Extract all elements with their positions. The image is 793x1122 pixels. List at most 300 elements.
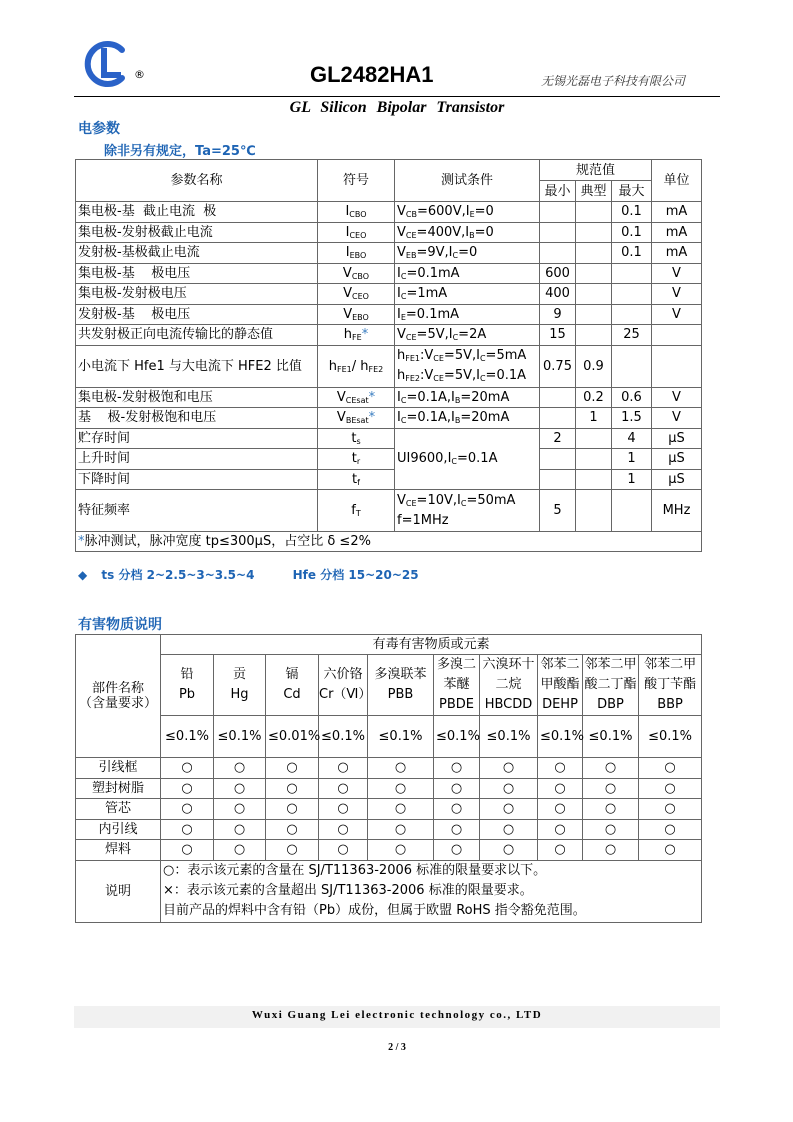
compliance-mark: ○ [214,778,266,799]
cond-sub: C [452,251,459,261]
spec-typ [576,263,612,284]
substance-code: BBP [657,697,683,712]
cond-part: =20mA [460,389,510,405]
symbol-subscript: CEO [351,292,369,302]
compliance-mark: ○ [583,799,639,820]
spec-unit [652,345,702,387]
param-name: 下降时间 [76,469,318,490]
spec-min [540,243,576,264]
param-name: 上升时间 [76,449,318,470]
param-row [76,490,702,532]
spec-max: 0.6 [612,387,652,408]
pulse-note-mark: * [361,327,369,343]
symbol-letter: V [336,410,346,426]
cond-part: V [397,224,406,240]
explanation-line: 目前产品的焊料中含有铅（Pb）成份，但属于欧盟 RoHS 指令豁免范围。 [163,903,586,918]
page-number: 2 / 3 [388,1042,406,1053]
test-condition [395,325,540,346]
pulse-note-mark: * [368,410,376,426]
symbol-subscript: CEO [349,230,367,240]
symbol-letter: I [345,224,350,240]
spec-typ [576,449,612,470]
spec-unit: mA [652,222,702,243]
cond-part: h [397,368,406,383]
cond-part: =5mA [485,348,527,363]
param-symbol [318,263,395,284]
spec-min: 600 [540,263,576,284]
spec-typ: 0.2 [576,387,612,408]
substance-cn: 多溴二 苯醚 [436,657,476,692]
compliance-mark: ○ [639,819,702,840]
compliance-mark: ○ [538,819,583,840]
col-header-unit: 单位 [652,160,702,202]
spec-max [612,490,652,532]
param-name: 基 极-发射极饱和电压 [76,408,318,429]
compliance-mark: ○ [480,819,538,840]
test-condition [395,345,540,387]
cond-part: =1mA [406,286,448,302]
cond-sub: CB [405,210,417,220]
substance-cn: 邻苯二甲 酸丁苄酯 [644,657,697,692]
compliance-mark: ○ [434,758,480,779]
cond-line-2: f=1MHz [397,512,449,528]
spec-max: 1 [612,449,652,470]
compliance-mark: ○ [161,758,214,779]
compliance-mark: ○ [214,799,266,820]
company-logo [82,40,130,88]
compliance-mark: ○ [266,778,319,799]
cond-part: =5V,I [443,368,480,383]
cond-sub: B [469,230,475,240]
spec-min: 0.75 [540,345,576,387]
spec-max: 0.1 [612,222,652,243]
param-symbol [318,222,395,243]
substance-header [319,655,372,716]
hazard-header-row [76,635,702,655]
explanation-label: 说明 [76,860,161,922]
cond-sub: C [479,374,486,383]
pulse-note-text: 脉冲测试，脉冲宽度 tp≤300μS，占空比 δ ≤2% [84,534,371,549]
cond-sub: CE [433,354,444,363]
cond-part: =0.1A,I [406,410,455,426]
compliance-mark: ○ [434,778,480,799]
substance-cn: 多溴联苯 [374,667,427,682]
explanation-line: ○：表示该元素的含量在 SJ/T11363-2006 标准的限量要求以下。 [163,863,547,878]
symbol-letter: I [345,245,350,261]
spec-unit: mA [652,243,702,264]
cond-sub: CE [405,498,417,508]
part-row [76,819,702,840]
spec-min: 9 [540,304,576,325]
param-row [76,408,702,429]
substance-group-header: 有毒有害物质或元素 [161,635,702,655]
compliance-mark: ○ [434,819,480,840]
compliance-mark: ○ [319,778,368,799]
cond-part: I [397,410,401,426]
spec-min [540,222,576,243]
spec-typ [576,428,612,449]
cond-part: =50mA [466,492,516,508]
part-row [76,840,702,861]
symbol-letter: V [343,286,352,302]
substance-limit: ≤0.1% [480,716,538,758]
part-name: 内引线 [76,819,161,840]
compliance-mark: ○ [368,819,434,840]
spec-unit: V [652,304,702,325]
substance-limit: ≤0.1% [434,716,480,758]
symbol-subscript: CBO [351,271,370,281]
spec-typ [576,325,612,346]
param-row [76,263,702,284]
part-row [76,799,702,820]
cond-part: =0.1A,I [406,389,455,405]
substance-header [368,655,434,716]
compliance-mark: ○ [266,799,319,820]
compliance-mark: ○ [538,799,583,820]
compliance-mark: ○ [538,778,583,799]
cond-part: V [397,327,406,343]
part-name: 引线框 [76,758,161,779]
symbol-subscript: T [355,509,361,518]
spec-min [540,202,576,223]
param-row [76,428,702,449]
spec-max [612,304,652,325]
compliance-mark: ○ [161,778,214,799]
hazard-section-title: 有害物质说明 [78,617,162,633]
substance-code: HBCDD [484,697,533,712]
substance-header [639,655,702,716]
substance-cn: 镉 [285,667,299,682]
param-name: 发射极-基极截止电流 [76,243,318,264]
symbol-letter: V [336,389,346,405]
symbol-letter: V [343,306,353,322]
spec-typ [576,469,612,490]
note-row [76,532,702,552]
pulse-note [76,532,702,552]
compliance-mark: ○ [161,799,214,820]
compliance-mark: ○ [266,758,319,779]
param-symbol [318,449,395,470]
param-name: 集电极-基 极电压 [76,263,318,284]
substance-limit: ≤0.1% [538,716,583,758]
spec-min [540,449,576,470]
substance-limit: ≤0.1% [161,716,214,758]
part-name: 焊料 [76,840,161,861]
substance-limit: ≤0.1% [319,716,368,758]
cond-sub: C [479,354,486,363]
cond-sub: CE [405,230,417,240]
cond-part: =5V,I [416,327,453,343]
binning-info [78,566,419,583]
cond-sub: FE2 [405,374,420,383]
param-symbol [318,408,395,429]
cond-part: =2A [458,327,487,343]
compliance-mark: ○ [434,840,480,861]
spec-max [612,263,652,284]
explanation-row [76,860,702,922]
explanation-text [161,860,702,922]
compliance-mark: ○ [639,840,702,861]
col-header-max: 最大 [612,181,652,202]
symbol-subscript: f [357,477,360,487]
cond-part: :V [420,368,434,383]
cond-part: =600V,I [416,204,470,220]
symbol-letter: h [343,327,353,343]
footer-company: Wuxi Guang Lei electronic technology co., LTD [251,1009,543,1021]
param-name: 集电极-基 截止电流 极 [76,202,318,223]
compliance-mark: ○ [319,758,368,779]
compliance-mark: ○ [538,758,583,779]
symbol-letter: h [360,358,369,374]
compliance-mark: ○ [538,840,583,861]
cond-part: h [397,348,406,363]
spec-min: 15 [540,325,576,346]
cond-part: I [397,265,401,281]
symbol-letter: V [342,265,352,281]
elec-param-table [75,159,702,552]
spec-typ [576,202,612,223]
substance-header [161,655,214,716]
compliance-mark: ○ [480,799,538,820]
param-symbol [318,325,395,346]
compliance-mark: ○ [583,778,639,799]
compliance-mark: ○ [583,840,639,861]
cond-part: =0.1A [457,451,498,467]
param-row [76,325,702,346]
symbol-subscript: FE [352,333,362,343]
part-name: 塑封树脂 [76,778,161,799]
cond-line-1 [397,346,537,366]
symbol-subscript: EBO [349,251,367,261]
cond-sub: C [400,292,407,302]
spec-max [612,345,652,387]
pulse-note-mark: * [78,534,85,549]
pulse-note-mark: * [368,389,376,405]
elec-section-title: 电参数 [78,121,120,137]
param-symbol [318,428,395,449]
symbol-letter: t [351,430,357,446]
cond-sub: B [454,416,461,426]
col-header-name: 参数名称 [76,160,318,202]
part-number: GL2482HA1 [310,62,434,87]
part-row [76,778,702,799]
compliance-mark: ○ [583,758,639,779]
param-row [76,222,702,243]
cond-sub: C [451,457,457,467]
spec-typ [576,304,612,325]
compliance-mark: ○ [319,819,368,840]
spec-min: 5 [540,490,576,532]
substance-cn: 邻苯二 甲酸酯 [540,657,580,692]
substance-code: Cr（Ⅵ） [319,687,372,702]
compliance-mark: ○ [161,819,214,840]
substance-limit: ≤0.01% [266,716,319,758]
symbol-subscript: CBO [349,210,367,220]
test-condition [395,490,540,532]
substance-cn: 贡 [232,667,246,682]
spec-unit: V [652,408,702,429]
spec-typ [576,222,612,243]
spec-unit: μS [652,428,702,449]
cond-sub: E [400,312,406,322]
param-row [76,284,702,305]
compliance-mark: ○ [583,819,639,840]
spec-min [540,387,576,408]
substance-limit: ≤0.1% [583,716,639,758]
param-name: 共发射极正向电流传输比的静态值 [76,325,318,346]
substance-code: DBP [597,697,624,712]
spec-max: 1.5 [612,408,652,429]
cond-part: I [397,286,401,302]
substance-cn: 六溴环十 二烷 [482,657,535,692]
explanation-line: ×：表示该元素的含量超出 SJ/T11363-2006 标准的限量要求。 [163,883,533,898]
substance-header [214,655,266,716]
registered-mark: ® [134,68,145,81]
compliance-mark: ○ [480,840,538,861]
cond-sub: EB [405,251,417,261]
doc-subtitle: GL Silicon Bipolar Transistor [289,99,505,116]
cond-line-1 [397,491,537,511]
symbol-letter: f [351,503,356,518]
cond-part: =0.1mA [406,265,460,281]
cond-sub: FE1 [405,354,420,363]
param-symbol [318,243,395,264]
substance-header [538,655,583,716]
spec-max: 25 [612,325,652,346]
diamond-bullet-icon: ◆ [78,568,88,582]
symbol-subscript: CEsat [345,395,369,405]
substance-header [266,655,319,716]
cond-part: :V [420,348,434,363]
cond-sub: B [454,395,461,405]
ratio-row [76,345,702,387]
cond-part: I [397,389,401,405]
symbol-subscript: FE1 [336,364,352,374]
compliance-mark: ○ [368,758,434,779]
param-name: 集电极-发射极饱和电压 [76,387,318,408]
param-symbol [318,490,395,532]
spec-unit [652,325,702,346]
test-condition [395,222,540,243]
spec-typ [576,284,612,305]
param-symbol [318,202,395,223]
cond-sub: C [400,416,407,426]
spec-typ [576,243,612,264]
spec-max [612,284,652,305]
spec-unit: V [652,263,702,284]
compliance-mark: ○ [319,799,368,820]
cond-part: UI9600,I [397,451,452,467]
compliance-mark: ○ [434,799,480,820]
substance-code: Hg [230,687,249,702]
cond-sub: C [460,498,467,508]
param-row [76,387,702,408]
test-condition [395,243,540,264]
cond-part: =400V,I [416,224,470,240]
substance-limit: ≤0.1% [639,716,702,758]
spec-typ: 0.9 [576,345,612,387]
compliance-mark: ○ [639,758,702,779]
symbol-subscript: r [356,457,361,467]
cond-part: =0 [474,204,494,220]
spec-min [540,408,576,429]
substance-header [434,655,480,716]
cond-sub: CE [405,333,417,343]
spec-typ [576,490,612,532]
elec-conditions: 除非另有规定，Ta=25℃ [104,144,256,159]
param-symbol [318,284,395,305]
substance-code: Pb [178,687,196,702]
symbol-subscript: s [356,436,361,446]
test-condition [395,387,540,408]
substance-code: PBDE [439,697,474,712]
cond-part: =9V,I [416,245,453,261]
substance-code: DEHP [542,697,578,712]
symbol-letter: h [328,358,337,374]
param-row [76,449,702,470]
param-row [76,243,702,264]
compliance-mark: ○ [319,840,368,861]
compliance-mark: ○ [639,778,702,799]
symbol-subscript: BEsat [345,416,369,426]
col-header-typ: 典型 [576,181,612,202]
param-name: 小电流下 Hfe1 与大电流下 HFE2 比值 [76,345,318,387]
param-row [76,202,702,223]
cond-line-2 [397,366,537,386]
spec-unit: V [652,387,702,408]
header-divider [74,96,720,97]
cond-part: =5V,I [443,348,480,363]
cond-sub: C [400,395,407,405]
compliance-mark: ○ [368,778,434,799]
ts-binning: ts 分档 2~2.5~3~3.5~4 [101,568,255,582]
col-header-min: 最小 [540,181,576,202]
spec-min: 400 [540,284,576,305]
cond-part: V [397,492,406,508]
symbol-subscript: FE2 [368,364,384,374]
spec-unit: mA [652,202,702,223]
spec-max: 4 [612,428,652,449]
symbol-letter: t [352,471,358,487]
test-condition [395,202,540,223]
param-symbol [318,304,395,325]
symbol-sep: / [351,358,361,374]
spec-max: 0.1 [612,243,652,264]
cond-sub: C [452,333,459,343]
compliance-mark: ○ [480,758,538,779]
spec-unit: μS [652,469,702,490]
param-name: 贮存时间 [76,428,318,449]
spec-min: 2 [540,428,576,449]
cond-sub: E [469,210,475,220]
company-name: 无锡光磊电子科技有限公司 [541,74,686,88]
test-condition [395,408,540,429]
test-condition [395,304,540,325]
substance-name-row [76,655,702,716]
substance-header [480,655,538,716]
compliance-mark: ○ [266,840,319,861]
cond-part: =0 [474,224,494,240]
symbol-letter: I [345,204,350,220]
substance-cn: 邻苯二甲 酸二丁酯 [584,657,637,692]
cond-part: =0.1A [485,368,527,383]
part-name: 管芯 [76,799,161,820]
param-row [76,469,702,490]
cond-part: V [397,245,406,261]
substance-limit: ≤0.1% [214,716,266,758]
test-condition [395,284,540,305]
limit-row [76,716,702,758]
